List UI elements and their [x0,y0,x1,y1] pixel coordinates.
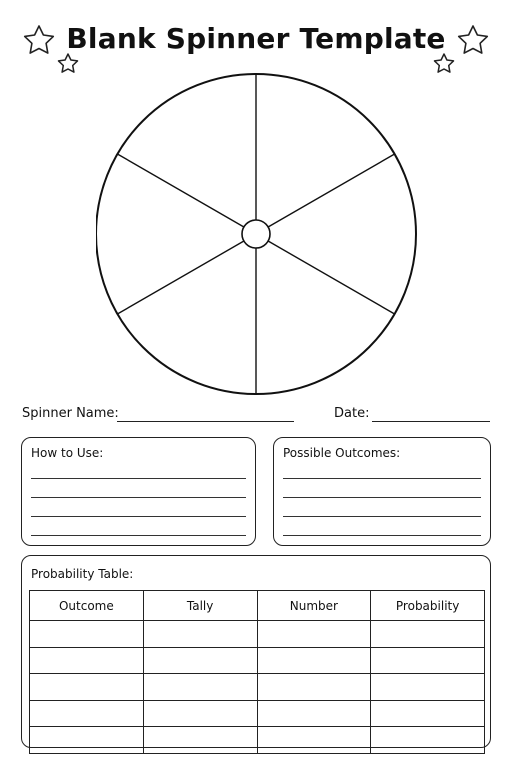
table-row [30,700,485,727]
spinner-name-label: Spinner Name: [22,406,119,421]
writing-line[interactable] [31,478,246,479]
spinner-center [242,220,270,248]
table-cell[interactable] [371,621,485,648]
table-row [30,674,485,701]
table-cell[interactable] [371,727,485,754]
table-cell[interactable] [257,700,371,727]
table-row [30,727,485,754]
spinner-wheel [96,72,418,396]
possible-outcomes-box [273,437,491,546]
table-cell[interactable] [143,647,257,674]
star-icon [456,24,490,58]
writing-line[interactable] [283,497,481,498]
table-cell[interactable] [143,621,257,648]
table-cell[interactable] [143,727,257,754]
table-cell[interactable] [143,674,257,701]
spinner-divider [268,154,395,227]
table-cell[interactable] [30,700,144,727]
how-to-use-label: How to Use: [31,446,104,460]
table-cell[interactable] [30,647,144,674]
spinner-name-field[interactable] [117,421,294,422]
column-header-tally: Tally [143,591,257,621]
table-cell[interactable] [257,621,371,648]
table-cell[interactable] [371,674,485,701]
date-field[interactable] [372,421,490,422]
column-header-outcome: Outcome [30,591,144,621]
table-cell[interactable] [371,647,485,674]
table-cell[interactable] [30,727,144,754]
table-cell[interactable] [257,647,371,674]
star-icon [432,52,456,76]
star-icon [22,24,56,58]
table-cell[interactable] [371,700,485,727]
possible-outcomes-label: Possible Outcomes: [283,446,401,460]
table-cell[interactable] [257,674,371,701]
table-cell[interactable] [30,674,144,701]
table-row [30,621,485,648]
how-to-use-box [21,437,256,546]
probability-table-box [21,555,491,748]
spinner-divider [117,241,243,314]
column-header-probability: Probability [371,591,485,621]
page-title: Blank Spinner Template [66,22,446,55]
writing-line[interactable] [31,497,246,498]
probability-table [29,590,485,754]
spinner-divider [268,241,395,314]
spinner-divider [117,154,243,227]
writing-line[interactable] [283,535,481,536]
probability-table-label: Probability Table: [31,567,134,581]
date-label: Date: [334,406,370,421]
table-row [30,647,485,674]
writing-line[interactable] [31,535,246,536]
table-cell[interactable] [257,727,371,754]
writing-line[interactable] [31,516,246,517]
writing-line[interactable] [283,478,481,479]
table-cell[interactable] [30,621,144,648]
table-cell[interactable] [143,700,257,727]
writing-line[interactable] [283,516,481,517]
column-header-number: Number [257,591,371,621]
star-icon [56,52,80,76]
